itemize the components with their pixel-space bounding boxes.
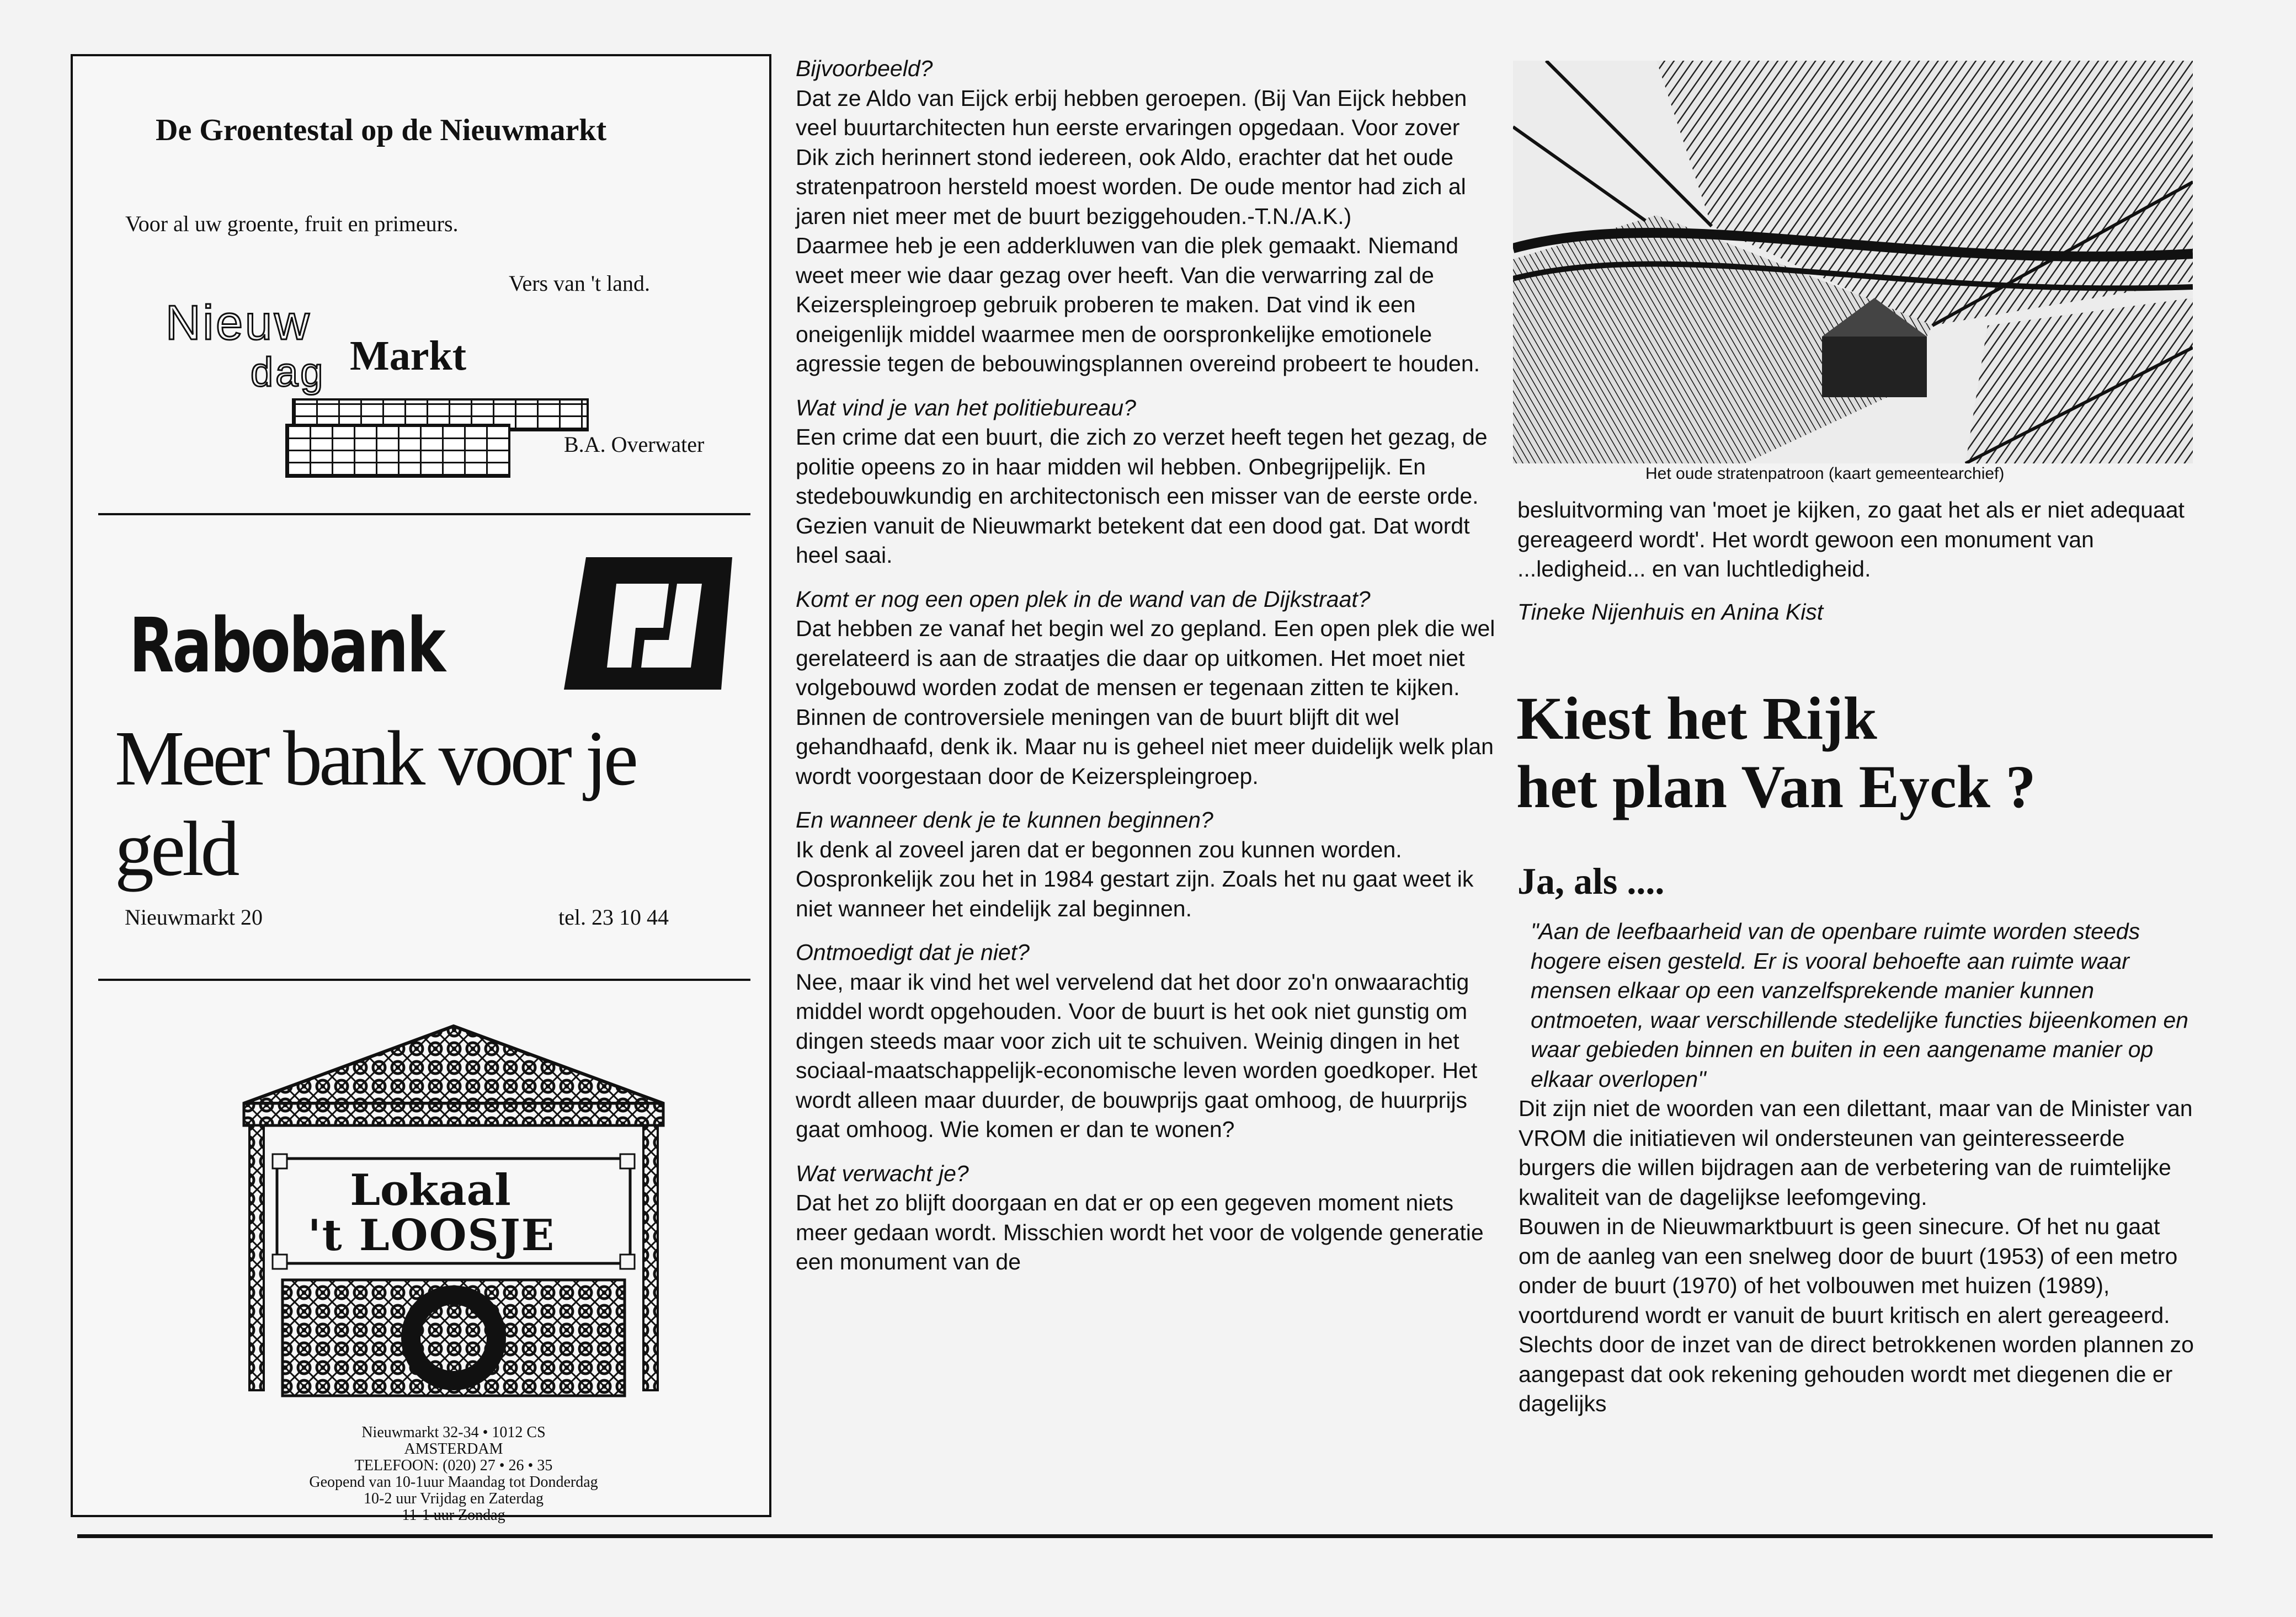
question: En wanneer denk je te kunnen beginnen? (796, 807, 1213, 832)
question: Komt er nog een open plek in de wand van de Dijkstraat? (796, 586, 1371, 612)
article-paragraph: Bouwen in de Nieuwmarktbuurt is geen sinecure. Of het nu gaat om de aanleg van een snelweg door de buurt (1953) of een metro onder de buurt (1970) of het volbouwen met huizen (1989), voortdurend wordt er vanuit de buurt kritisch en alert gereageerd. Slechts door de inzet van de direct betrokkenen worden plannen zo aangepast dat ook rekening gehouden wordt met diegenen die er dagelijks (1519, 1214, 2194, 1416)
loosje-hours-sunday: 11-1 uur Zondag (402, 1507, 505, 1524)
answer: Dat ze Aldo van Eijck erbij hebben geroepen. (Bij Van Eijck hebben veel buurtarchitecten hun eerste ervaringen opgedaan. Voor zover Dik zich herinnert stond iedereen, ook Aldo, erachter dat het oude stratenpatroon hersteld moest worden. De oude mentor had zich al jaren niet meer met de buurt beziggehouden.-T.N./A.K.) (796, 85, 1467, 229)
groentestal-line1: Voor al uw groente, fruit en primeurs. (125, 211, 459, 236)
question: Wat vind je van het politiebureau? (796, 394, 1136, 420)
minister-quote: "Aan de leefbaarheid van de openbare ruimte worden steeds hogere eisen gesteld. Er is vooral behoefte aan ruimte waar mensen elkaar op een vanzelfsprekende manier kunnen ontmoeten, waar verschillende stedelijke functies bijeenkomen en waar gebieden binnen en buiten in een aangename manier op elkaar overlopen" (1531, 919, 2188, 1092)
headline-line2: het plan Van Eyck ? (1516, 753, 2036, 820)
rabobank-slogan: Meer bank voor je geld (115, 714, 635, 892)
answer: Een crime dat een buurt, die zich zo verzet heeft tegen het gezag, de politie opeens zo in haar midden wil hebben. Onbegrijpelijk. En stedebouwkundig en architectonisch een misser van de eerste orde. Gezien vanuit de Nieuwmarkt betekent dat een dood gat. Dat wordt heel saai. (796, 424, 1488, 568)
rabobank-logo-icon (564, 557, 732, 690)
interview-column (796, 54, 1498, 1277)
authors: Tineke Nijenhuis en Anina Kist (1517, 599, 1824, 625)
article-paragraph: Dit zijn niet de woorden van een dilettant, maar van de Minister van VROM die initiatieven wil ondersteunen van geinteresseerde burgers die willen bijdragen aan de verbetering van de ruimtelijke kwaliteit van de dagelijkse leefomgeving. (1519, 1096, 2193, 1210)
article-headline (1516, 684, 2036, 821)
loosje-info (238, 1424, 669, 1524)
map-caption: Het oude stratenpatroon (kaart gemeentearchief) (1645, 465, 2005, 483)
logo-word-markt: Markt (350, 333, 467, 379)
rabobank-phone: tel. 23 10 44 (558, 905, 669, 930)
logo-word-dag: dag (251, 349, 326, 395)
groentestal-title: De Groentestal op de Nieuwmarkt (156, 113, 607, 147)
divider (98, 979, 750, 981)
groentestal-line2: Vers van 't land. (509, 271, 651, 296)
question: Wat verwacht je? (796, 1160, 969, 1186)
page-bottom-rule (77, 1534, 2213, 1538)
headline-line1: Kiest het Rijk (1516, 685, 1877, 752)
article-body (1519, 917, 2197, 1419)
rabobank-address: Nieuwmarkt 20 (125, 905, 263, 930)
loosje-phone: TELEFOON: (020) 27 • 26 • 35 (354, 1457, 553, 1474)
question: Ontmoedigt dat je niet? (796, 940, 1030, 965)
historic-map-image (1513, 61, 2193, 463)
continuation-paragraph: besluitvorming van 'moet je kijken, zo gaat het als er niet adequaat gereageerd wordt'. Het wordt gewoon een monument van ...ledigheid... en van luchtledigheid. (1517, 497, 2185, 581)
continuation-text (1517, 495, 2197, 627)
answer: Dat hebben ze vanaf het begin wel zo gepland. Een open plek die wel gerelateerd is aan de straatjes die daar op uitkomen. Het moet niet volgebouwd worden zodat de mensen er tegenaan zitten te kijken. Binnen de controversiele meningen van de buurt blijft dit wel gehandhaafd, denk ik. Maar nu is geheel niet meer duidelijk welk plan wordt voorgestaan door de Keizerspleingroep. (796, 616, 1495, 789)
groentestal-owner: B.A. Overwater (564, 432, 705, 457)
brick-wall-icon (285, 424, 510, 478)
article-subhead: Ja, als .... (1517, 860, 1665, 902)
question: Bijvoorbeeld? (796, 56, 933, 81)
answer: Dat het zo blijft doorgaan en dat er op een gegeven moment niets meer gedaan wordt. Misschien wordt het voor de volgende generatie een monument van de (796, 1190, 1484, 1274)
divider (98, 513, 750, 515)
answer: Daarmee heb je een adderkluwen van die plek gemaakt. Niemand weet meer wie daar gezag over heeft. Van die verwarring zal de Keizerspleingroep gebruik proberen te maken. Dat vind ik een oneigenlijk middel waarmee men de oorspronkelijke emotionele agressie tegen de bebouwingsplannen overeind probeert te houden. (796, 233, 1480, 376)
loosje-address: Nieuwmarkt 32-34 • 1012 CS (361, 1424, 546, 1441)
answer: Nee, maar ik vind het wel vervelend dat het door zo'n onwaarachtig middel wordt opgehouden. Voor de buurt is het ook niet gunstig om dingen steeds maar voor zich uit te schuiven. Weinig dingen in het sociaal-maatschappelijk-economische leven worden goedkoper. Het wordt alleen maar duurder, de bouwprijs gaat omhoog, de huurprijs gaat omhoog. Wie komen er dan te wonen? (796, 969, 1478, 1142)
loosje-hours-weekend: 10-2 uur Vrijdag en Zaterdag (364, 1490, 544, 1507)
logo-word-nieuw: Nieuw (166, 295, 312, 350)
loosje-name-line2: 't LOOSJE (307, 1210, 556, 1261)
loosje-name-line1: Lokaal (350, 1165, 511, 1215)
loosje-city: AMSTERDAM (404, 1440, 503, 1458)
answer: Ik denk al zoveel jaren dat er begonnen zou kunnen worden. Oospronkelijk zou het in 1984 gestart zijn. Zoals het nu gaat weet ik niet wanneer het eindelijk zal beginnen. (796, 836, 1474, 921)
rabobank-name: Rabobank (129, 602, 444, 690)
advertisement-column (71, 54, 771, 1524)
loosje-hours-weekdays: Geopend van 10-1uur Maandag tot Donderdag (309, 1474, 598, 1491)
